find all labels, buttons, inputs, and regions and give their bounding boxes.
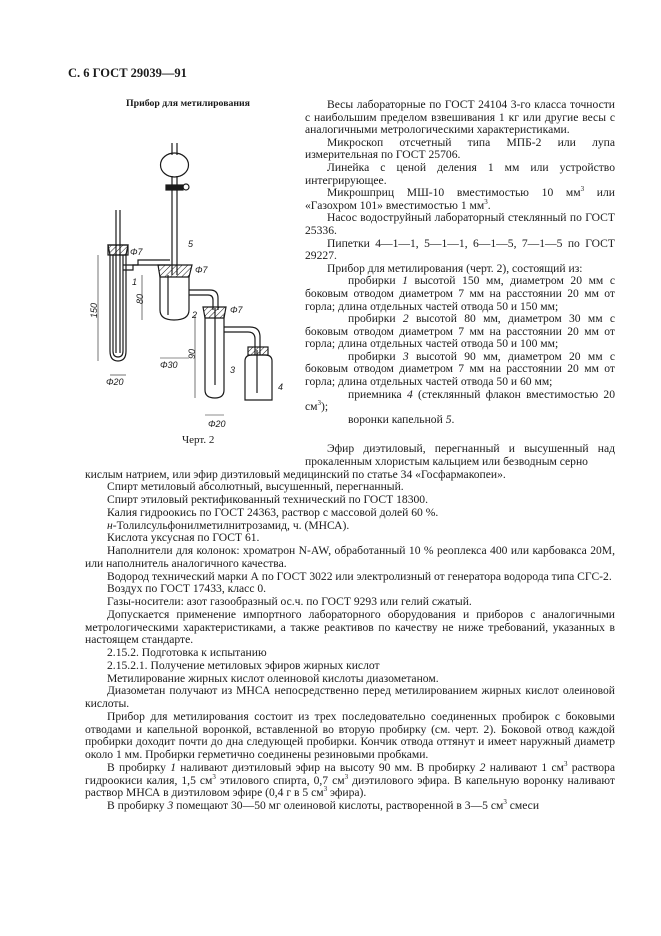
dim-d30: Φ30 — [160, 360, 178, 370]
equip-pump: Насос водоструйный лабораторный стеклянный по ГОСТ 25336. — [305, 211, 615, 237]
equip-microsyringe: Микрошприц МШ-10 вместимостью 10 $мм^3$ или «Газохром 101» вместимостью 1 $мм^3$. — [305, 185, 615, 212]
dim-phi7-1: Φ7 — [130, 247, 143, 257]
page-header: С. 6 ГОСТ 29039—91 — [68, 66, 187, 80]
dim-phi7-2: Φ7 — [195, 265, 208, 275]
tube-3-filling: В пробирку 3 помещают 30—50 мг олеиновой кислоты, растворенной в 3—5 $см^3$ смеси — [107, 798, 540, 812]
air: Воздух по ГОСТ 17433, класс 0. — [107, 582, 267, 596]
reagent-mnsa: н-Толилсульфонилметилнитрозамид, ч. (МНСА). — [107, 518, 350, 532]
reagent-koh: Калия гидроокись по ГОСТ 24363, раствор с массовой долей 60 %. — [107, 505, 439, 519]
section-2-15-2-1: 2.15.2.1. Получение метиловых эфиров жирных кислот — [107, 658, 380, 672]
figure-label: Черт. 2 — [182, 434, 215, 446]
fillers: Наполнители для колонок: хроматрон N-AW, обработанный 10 % реоплекса 400 или карбовакса 20М, или наполнитель аналогичного качества. — [85, 544, 615, 570]
dim-d20-2: Φ20 — [208, 419, 226, 429]
main-text — [85, 443, 615, 813]
dim-phi7-3: Φ7 — [230, 305, 243, 315]
reagent-methanol: Спирт метиловый абсолютный, высушенный, перегнанный. — [107, 480, 404, 494]
dim-90: 90 — [187, 348, 197, 359]
dim-150: 150 — [89, 302, 99, 318]
callout-4: 4 — [278, 382, 284, 392]
callout-2: 2 — [192, 310, 198, 320]
tube-2-desc: пробирки 2 высотой 80 мм, диаметром 30 мм с боковым отводом диаметром 7 мм на расстоянии 20 мм от горла; длина отдельных частей отвода 50 и 100 мм; — [305, 312, 615, 351]
callout-3: 3 — [230, 365, 236, 375]
callout-5: 5 — [188, 239, 194, 249]
reagent-ethanol: Спирт этиловый ректификованный технический по ГОСТ 18300. — [107, 493, 429, 506]
equip-microscope: Микроскоп отсчетный типа МПБ-2 или лупа измерительная по ГОСТ 25706. — [305, 135, 615, 162]
methylation-apparatus-drawing — [89, 115, 305, 435]
dropping-funnel — [161, 143, 190, 275]
hydrogen: Водород технический марки А по ГОСТ 3022 или электролизный от генератора водорода типа СГС-2. — [107, 569, 612, 583]
reagent-acetic: Кислота уксусная по ГОСТ 61. — [107, 531, 260, 545]
apparatus-desc: Прибор для метилирования состоит из трех последовательно соединенных пробирок с боковыми отводами и капельной воронкой, вставленной во вторую пробирку (см. черт. 2). Боковой отвод каждой пробирки доходит почти до дна следующей пробирки. Кончик отвода оттянут и имеет наружный диаметр около 1 мм. Пробирки герметично соединены резиновыми пробками. — [85, 709, 615, 761]
methylation-intro: Метилирование жирных кислот олеиновой кислоты диазометаном. — [107, 671, 439, 685]
ether-desc: Эфир диэтиловый, перегнанный и высушенный над прокаленным хлористым кальцием или безводным серно кислым натрием, или эфир диэтиловый медицинский по статье 34 «Госфармакопеи». — [85, 442, 615, 481]
equip-scales: Весы лабораторные по ГОСТ 24104 3-го класса точности с наибольшим пределом взвешивания 1 кг или другие весы с аналогичными метрологическими характеристиками. — [305, 98, 615, 137]
receiver-desc: приемника 4 (стеклянный флакон вместимостью 20 $см^3$); — [305, 387, 615, 414]
equip-apparatus: Прибор для метилирования (черт. 2), состоящий из: — [327, 261, 583, 275]
carrier-gases: Газы-носители: азот газообразный ос.ч. по ГОСТ 9293 или гелий сжатый. — [107, 595, 472, 608]
receiver-flask-4 — [245, 347, 272, 400]
equip-pipettes: Пипетки 4—1—1, 5—1—1, 6—1—5, 7—1—5 по ГОСТ 29227. — [305, 236, 615, 263]
equip-ruler: Линейка с ценой деления 1 мм или устройство интегрирующее. — [305, 160, 615, 187]
figure-caption: Прибор для метилирования — [126, 98, 250, 109]
imported-equipment: Допускается применение импортного лабораторного оборудования и приборов с аналогичными метрологическими характеристиками, а также реактивов по качеству не ниже требований, указанных в настоящем стандарте. — [85, 607, 615, 647]
callout-1: 1 — [132, 277, 138, 287]
section-2-15-2: 2.15.2. Подготовка к испытанию — [107, 646, 267, 659]
tube-1-desc: пробирки 1 высотой 150 мм, диаметром 20 мм с боковым отводом диаметром 7 мм на расстоянии 20 мм от горла; длина отдельных частей отвода 50 и 150 мм; — [305, 274, 615, 313]
dim-80: 80 — [135, 293, 145, 304]
dim-d20-1: Φ20 — [106, 377, 124, 387]
equipment-list — [305, 99, 615, 426]
test-tube-1 — [108, 210, 170, 361]
tube-1-filling: В пробирку 1 наливают диэтиловый эфир на высоту 90 мм. В пробирку 2 наливают 1 $см^3$ раствора гидроокиси калия, 1,5 $см^3$ этилового спирта, 0,7 $см^3$ диэтилового эфира. В капельную воронку наливают раствор МНСА в диэтиловом эфире (0,4 г в 5 $см^3$ эфира). — [85, 759, 615, 800]
tube-3-desc: пробирки 3 высотой 90 мм, диаметром 20 мм с боковым отводом диаметром 7 мм на расстоянии 20 мм от горла; длина отдельных частей отвода 50 и 60 мм; — [305, 349, 615, 389]
funnel-desc: воронки капельной 5. — [348, 412, 455, 426]
diazomethane-prep: Диазометан получают из МНСА непосредственно перед метилированием жирных кислот олеиновой кислоты. — [85, 684, 615, 710]
